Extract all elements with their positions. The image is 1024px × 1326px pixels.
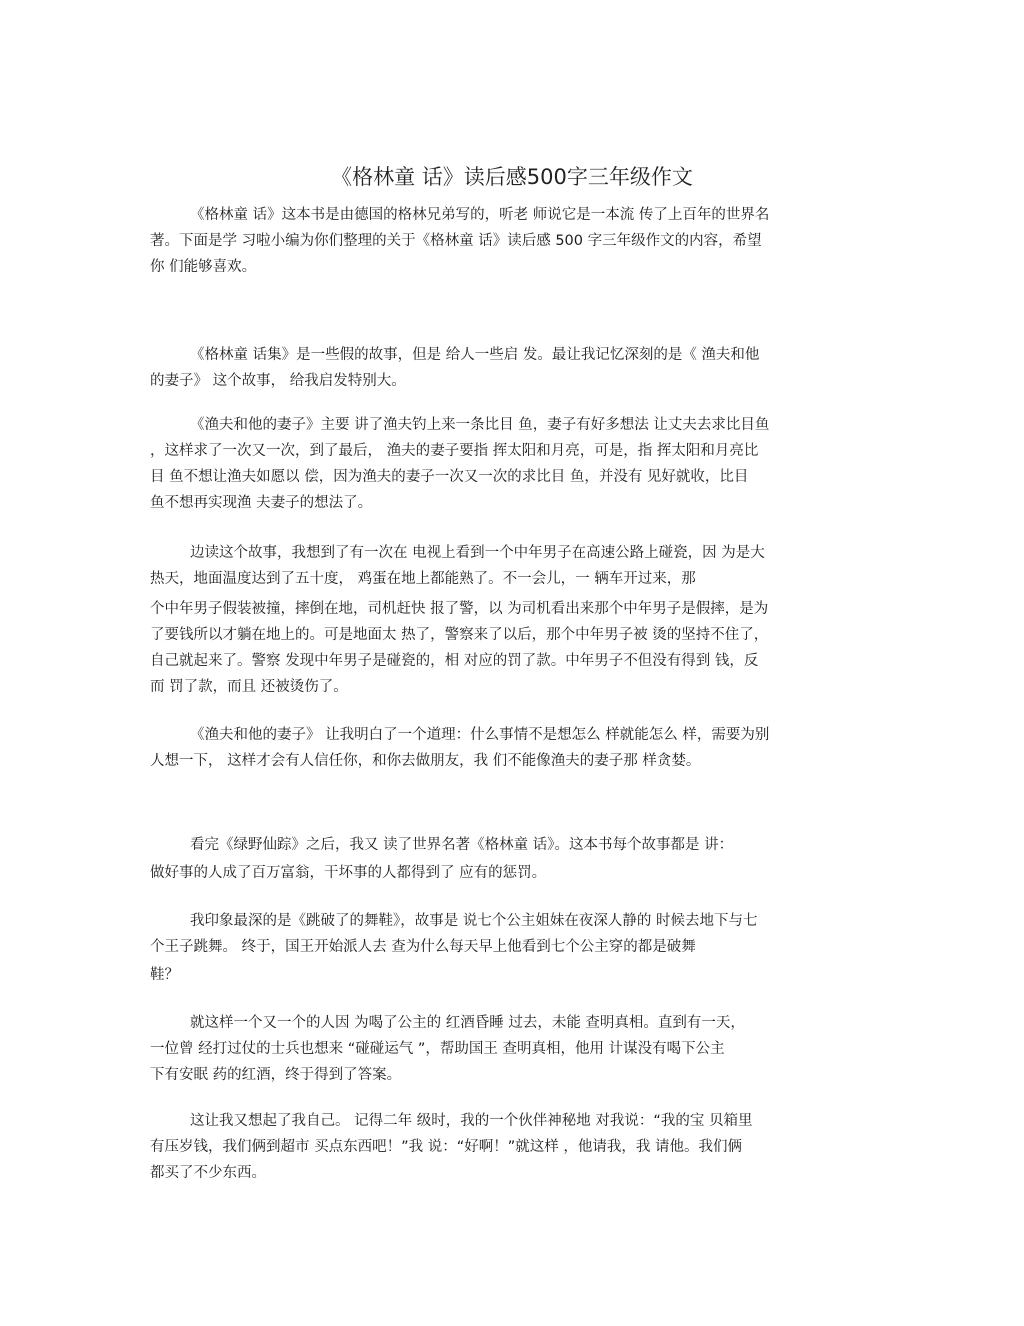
paragraph-line: 下有安眠 药的红酒，终于得到了答案。 — [150, 1067, 402, 1083]
paragraph-line: 我印象最深的是《跳破了的舞鞋》，故事是 说七个公主姐妹在夜深人静的 时候去地下与七 — [190, 913, 758, 929]
paragraph-line: 有压岁钱，我们俩到超市 买点东西吧！”我 说：“好啊！”就这样 ，他请我，我 请他。我们俩 — [150, 1139, 742, 1155]
paragraph-line: 鱼不想再实现渔 夫妻子的想法了。 — [150, 495, 373, 511]
paragraph-line: 而 罚了款，而且 还被烫伤了。 — [150, 679, 348, 695]
paragraph-line: 你 们能够喜欢。 — [150, 259, 257, 275]
paragraph-line: 《渔夫和他的妻子》 让我明白了一个道理：什么事情不是想怎么 样就能怎么 样，需要为别 — [190, 727, 770, 743]
paragraph-line: 看完《绿野仙踪》之后，我又 读了世界名著《格林童 话》。这本书每个故事都是 讲： — [190, 837, 734, 853]
paragraph-line: 人想一下， 这样才会有人信任你，和你去做朋友，我 们不能像渔夫的妻子那 样贪婪。 — [150, 753, 701, 769]
paragraph-line: 都买了不少东西。 — [150, 1165, 266, 1181]
paragraph-line: 边读这个故事，我想到了有一次在 电视上看到一个中年男子在高速公路上碰瓷，因 为是大 — [190, 545, 765, 561]
paragraph-line: 《格林童 话集》是一些假的故事，但是 给人一些启 发。最让我记忆深刻的是《 渔夫和他 — [190, 347, 760, 363]
paragraph-line: 著。下面是学 习啦小编为你们整理的关于《格林童 话》读后感 500 字三年级作文的内容，希望 — [150, 233, 762, 249]
paragraph-line: 目 鱼不想让渔夫如愿以 偿，因为渔夫的妻子一次又一次的求比目 鱼，并没有 见好就收，比目 — [150, 469, 749, 485]
paragraph-line: 热天，地面温度达到了五十度， 鸡蛋在地上都能熟了。不一会儿，一 辆车开过来，那 — [150, 571, 696, 587]
paragraph-line: ，这样求了一次又一次，到了最后， 渔夫的妻子要指 挥太阳和月亮，可是，指 挥太阳和月亮比 — [150, 443, 759, 459]
paragraph-line: 《格林童 话》这本书是由德国的格林兄弟写的，听老 师说它是一本流 传了上百年的世界名 — [190, 207, 770, 223]
paragraph-line: 一位曾 经打过仗的士兵也想来 “碰碰运气 ”，帮助国王 查明真相，他用 计谋没有喝下公主 — [150, 1041, 725, 1057]
paragraph-line: 这让我又想起了我自己。 记得二年 级时，我的一个伙伴神秘地 对我说：“我的宝 贝箱里 — [190, 1113, 753, 1129]
paragraph-line: 个王子跳舞。 终于，国王开始派人去 查为什么每天早上他看到七个公主穿的都是破舞 — [150, 939, 696, 955]
paragraph-line: 了要钱所以才躺在地上的。可是地面太 热了，警察来了以后，那个中年男子被 烫的坚持不住了， — [150, 627, 769, 643]
paragraph-line: 鞋？ — [150, 967, 179, 983]
document-title: 《格林童 话》读后感500字三年级作文 — [331, 165, 693, 189]
paragraph-line: 《渔夫和他的妻子》主要 讲了渔夫钓上来一条比目 鱼，妻子有好多想法 让丈夫去求比目鱼 — [190, 417, 770, 433]
paragraph-line: 个中年男子假装被撞，摔倒在地，司机赶快 报了警，以 为司机看出来那个中年男子是假摔，是为 — [150, 601, 769, 617]
paragraph-line: 自己就起来了。警察 发现中年男子是碰瓷的，相 对应的罚了款。中年男子不但没有得到 钱，反 — [150, 653, 759, 669]
paragraph-line: 就这样一个又一个的人因 为喝了公主的 红酒昏睡 过去，未能 查明真相。直到有一天， — [190, 1015, 745, 1031]
paragraph-line: 的妻子》 这个故事， 给我启发特别大。 — [150, 373, 406, 389]
paragraph-line: 做好事的人成了百万富翁，干坏事的人都得到了 应有的惩罚。 — [150, 865, 547, 881]
